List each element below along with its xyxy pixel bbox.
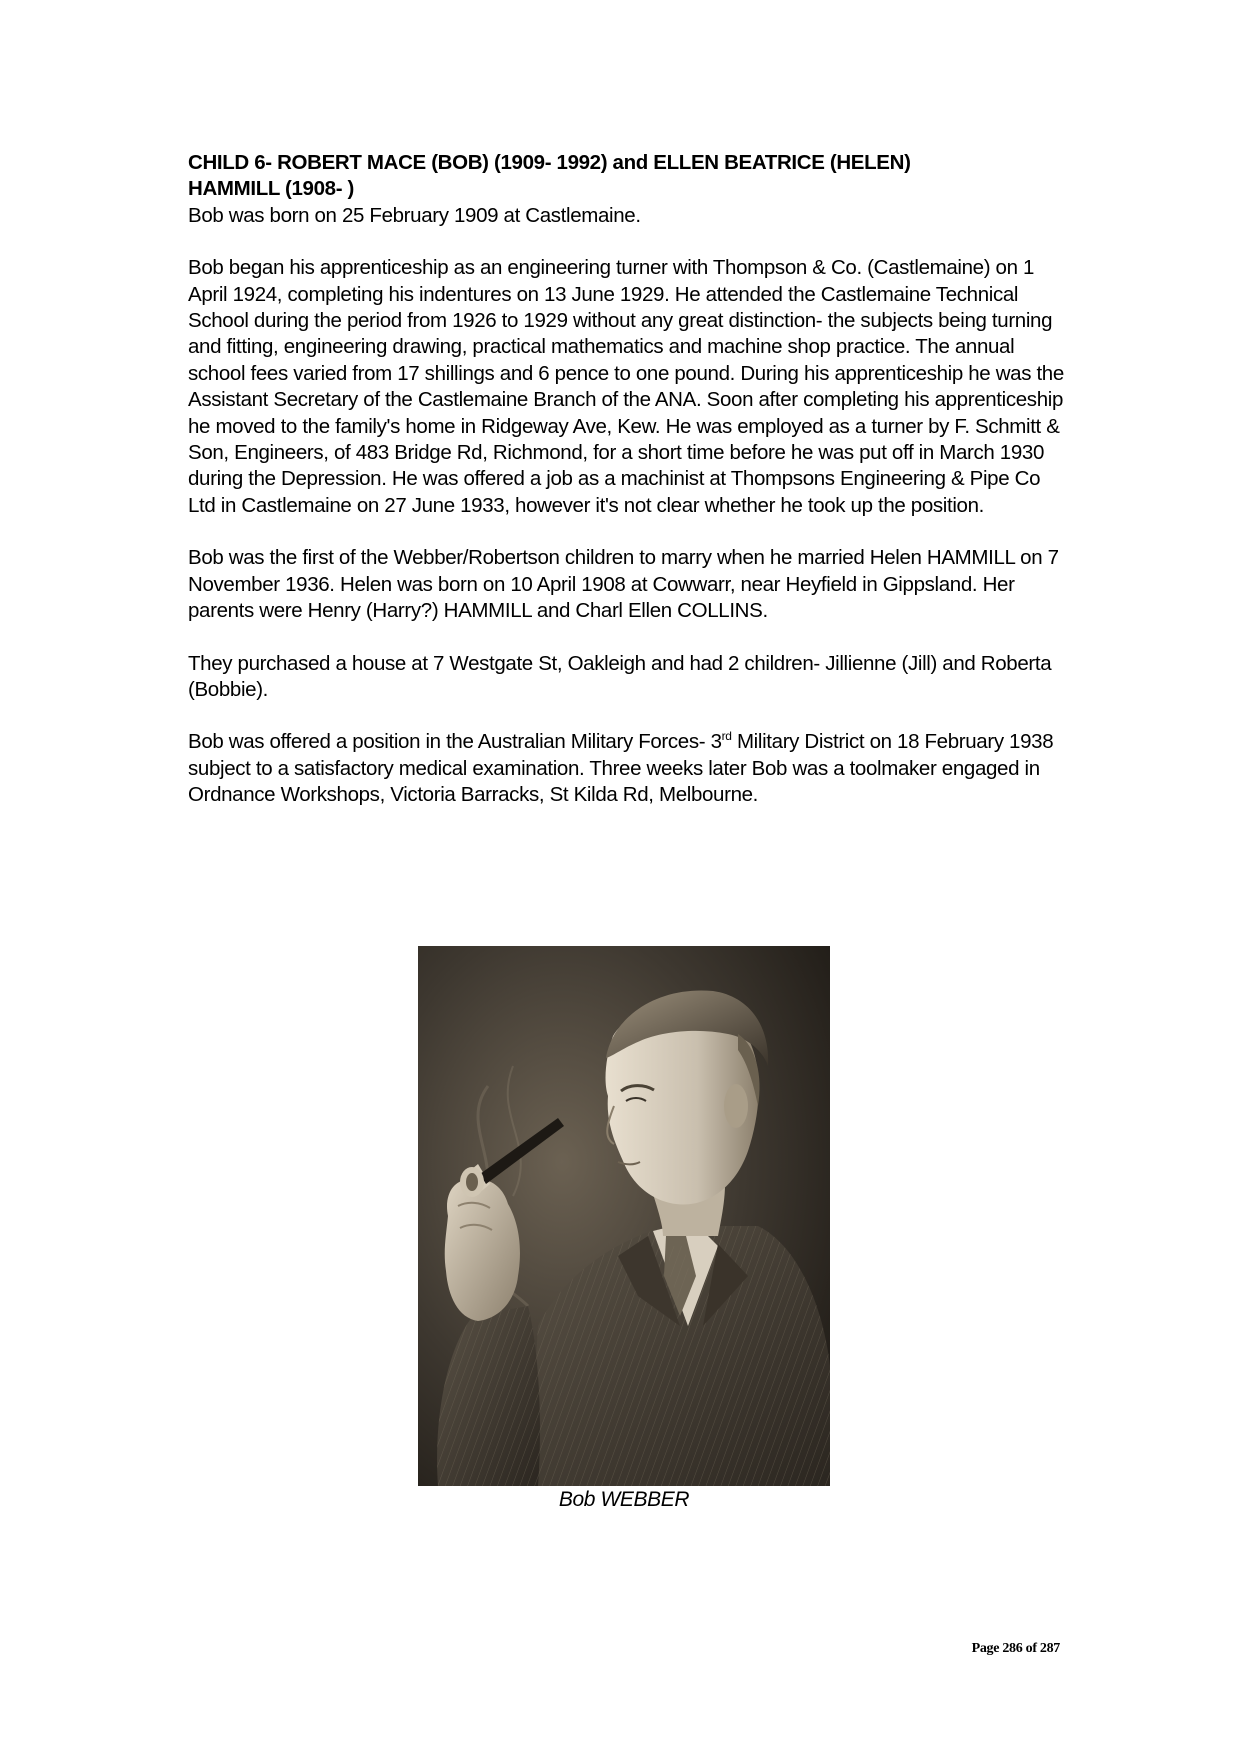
paragraph-birth: Bob was born on 25 February 1909 at Castlemaine. <box>188 203 641 227</box>
photo-caption: Bob WEBBER <box>558 1488 690 1511</box>
heading-line-2: HAMMILL (1908- ) <box>188 177 355 201</box>
paragraph-marriage: Bob was the first of the Webber/Robertson children to marry when he married Helen HAMMILL on 7 November 1936. Helen was born on 10 April 1908 at Cowwarr, near Heyfield in Gippsland. Her parents were Henry (Harry?) HAMMILL and Charl Ellen COLLINS. <box>188 546 1059 623</box>
portrait-illustration <box>418 946 830 1486</box>
paragraph-apprenticeship: Bob began his apprenticeship as an engineering turner with Thompson & Co. (Castlemaine) on 1 April 1924, completing his indentures on 13 June 1929. He attended the Castlemaine Technical School during the period from 1926 to 1929 without any great distinction- the subjects being turning and fitting, engineering drawing, practical mathematics and machine shop practice. The annual school fees varied from 17 shillings and 6 pence to one pound. During his apprenticeship he was the Assistant Secretary of the Castlemaine Branch of the ANA. Soon after completing his apprenticeship he moved to the family's home in Ridgeway Ave, Kew. He was employed as a turner by F. Schmitt & Son, Engineers, of 483 Bridge Rd, Richmond, for a short time before he was put off in March 1930 during the Depression. He was offered a job as a machinist at Thompsons Engineering & Pipe Co Ltd in Castlemaine on 27 June 1933, however it's not clear whether he took up the position. <box>188 256 1064 517</box>
ordinal-suffix: rd <box>721 729 732 744</box>
document-body <box>188 150 1068 835</box>
page-number: Page 286 of 287 <box>971 1641 1060 1656</box>
paragraph-military-part-b: Military District on 18 February 1938 subject to a satisfactory medical examination. Three weeks later Bob was a toolmaker engaged in Ordnance Workshops, Victoria Barracks, St Kilda Rd, Melbourne. <box>188 730 1054 807</box>
paragraph-house: They purchased a house at 7 Westgate St, Oakleigh and had 2 children- Jillienne (Jill) and Roberta (Bobbie). <box>188 651 1052 701</box>
paragraph-military-part-a: Bob was offered a position in the Australian Military Forces- 3 <box>188 730 722 754</box>
heading-line-1: CHILD 6- ROBERT MACE (BOB) (1909- 1992) and ELLEN BEATRICE (HELEN) <box>188 151 911 174</box>
section-heading <box>188 150 1068 203</box>
paragraph-military <box>188 729 1068 808</box>
portrait-photo <box>418 946 830 1486</box>
